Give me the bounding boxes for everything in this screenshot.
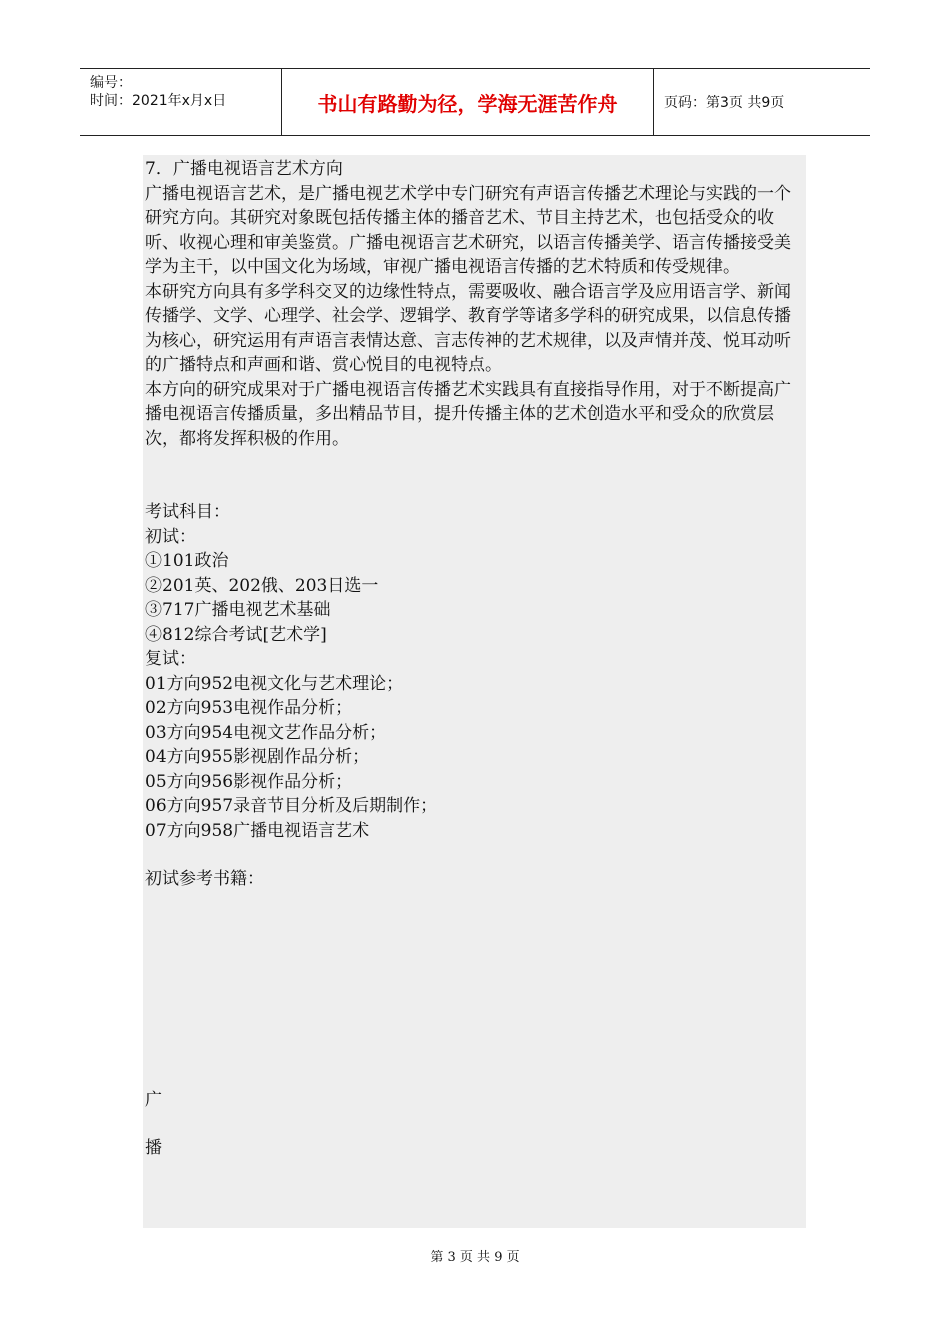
document-number-label: 编号： bbox=[90, 75, 132, 91]
trailing-character: 广 bbox=[145, 1089, 162, 1110]
retest-item: 02方向953电视作品分析； bbox=[145, 698, 353, 718]
page-header bbox=[80, 68, 870, 136]
header-page-info: 页码：第3页 共9页 bbox=[664, 95, 785, 111]
reference-books-title: 初试参考书籍： bbox=[145, 869, 264, 889]
paragraph-1: 广播电视语言艺术，是广播电视艺术学中专门研究有声语言传播艺术理论与实践的一个研究方向。其研究对象既包括传播主体的播音艺术、节目主持艺术，也包括受众的收听、收视心理和审美鉴赏。广播电视语言艺术研究，以语言传播美学、语言传播接受美学为主干，以中国文化为场域，审视广播电视语言传播的艺术特质和传受规律。 bbox=[145, 183, 791, 277]
initial-item: ②201英、202俄、203日选一 bbox=[145, 575, 379, 596]
header-motto: 书山有路勤为径，学海无涯苦作舟 bbox=[282, 69, 654, 135]
trailing-character: 播 bbox=[145, 1138, 162, 1158]
section-heading: 7．广播电视语言艺术方向 bbox=[145, 159, 343, 179]
document-body bbox=[143, 155, 806, 1228]
retest-title: 复试： bbox=[145, 649, 196, 669]
header-meta bbox=[80, 69, 282, 135]
retest-item: 03方向954电视文艺作品分析； bbox=[145, 722, 387, 743]
retest-item: 06方向957录音节目分析及后期制作； bbox=[145, 796, 438, 816]
paragraph-3: 本方向的研究成果对于广播电视语言传播艺术实践具有直接指导作用，对于不断提高广播电视语言传播质量，多出精品节目，提升传播主体的艺术创造水平和受众的欣赏层次，都将发挥积极的作用。 bbox=[145, 379, 791, 449]
retest-item: 07方向958广播电视语言艺术 bbox=[145, 820, 370, 841]
paragraph-2: 本研究方向具有多学科交叉的边缘性特点，需要吸收、融合语言学及应用语言学、新闻传播学、文学、心理学、社会学、逻辑学、教育学等诸多学科的研究成果，以信息传播为核心，研究运用有声语言表情达意、言志传神的艺术规律，以及声情并茂、悦耳动听的广播特点和声画和谐、赏心悦目的电视特点。 bbox=[145, 281, 791, 375]
initial-item: ③717广播电视艺术基础 bbox=[145, 600, 331, 620]
exam-subjects-title: 考试科目： bbox=[145, 502, 230, 522]
retest-item: 04方向955影视剧作品分析； bbox=[145, 747, 370, 767]
initial-exam-title: 初试： bbox=[145, 526, 196, 547]
retest-item: 01方向952电视文化与艺术理论； bbox=[145, 673, 404, 694]
initial-item: ④812综合考试[艺术学] bbox=[145, 624, 327, 645]
retest-item: 05方向956影视作品分析； bbox=[145, 771, 353, 792]
page-footer: 第 3 页 共 9 页 bbox=[430, 1250, 520, 1265]
initial-item: ①101政治 bbox=[145, 551, 229, 571]
document-time-label: 时间：2021年x月x日 bbox=[90, 93, 227, 109]
